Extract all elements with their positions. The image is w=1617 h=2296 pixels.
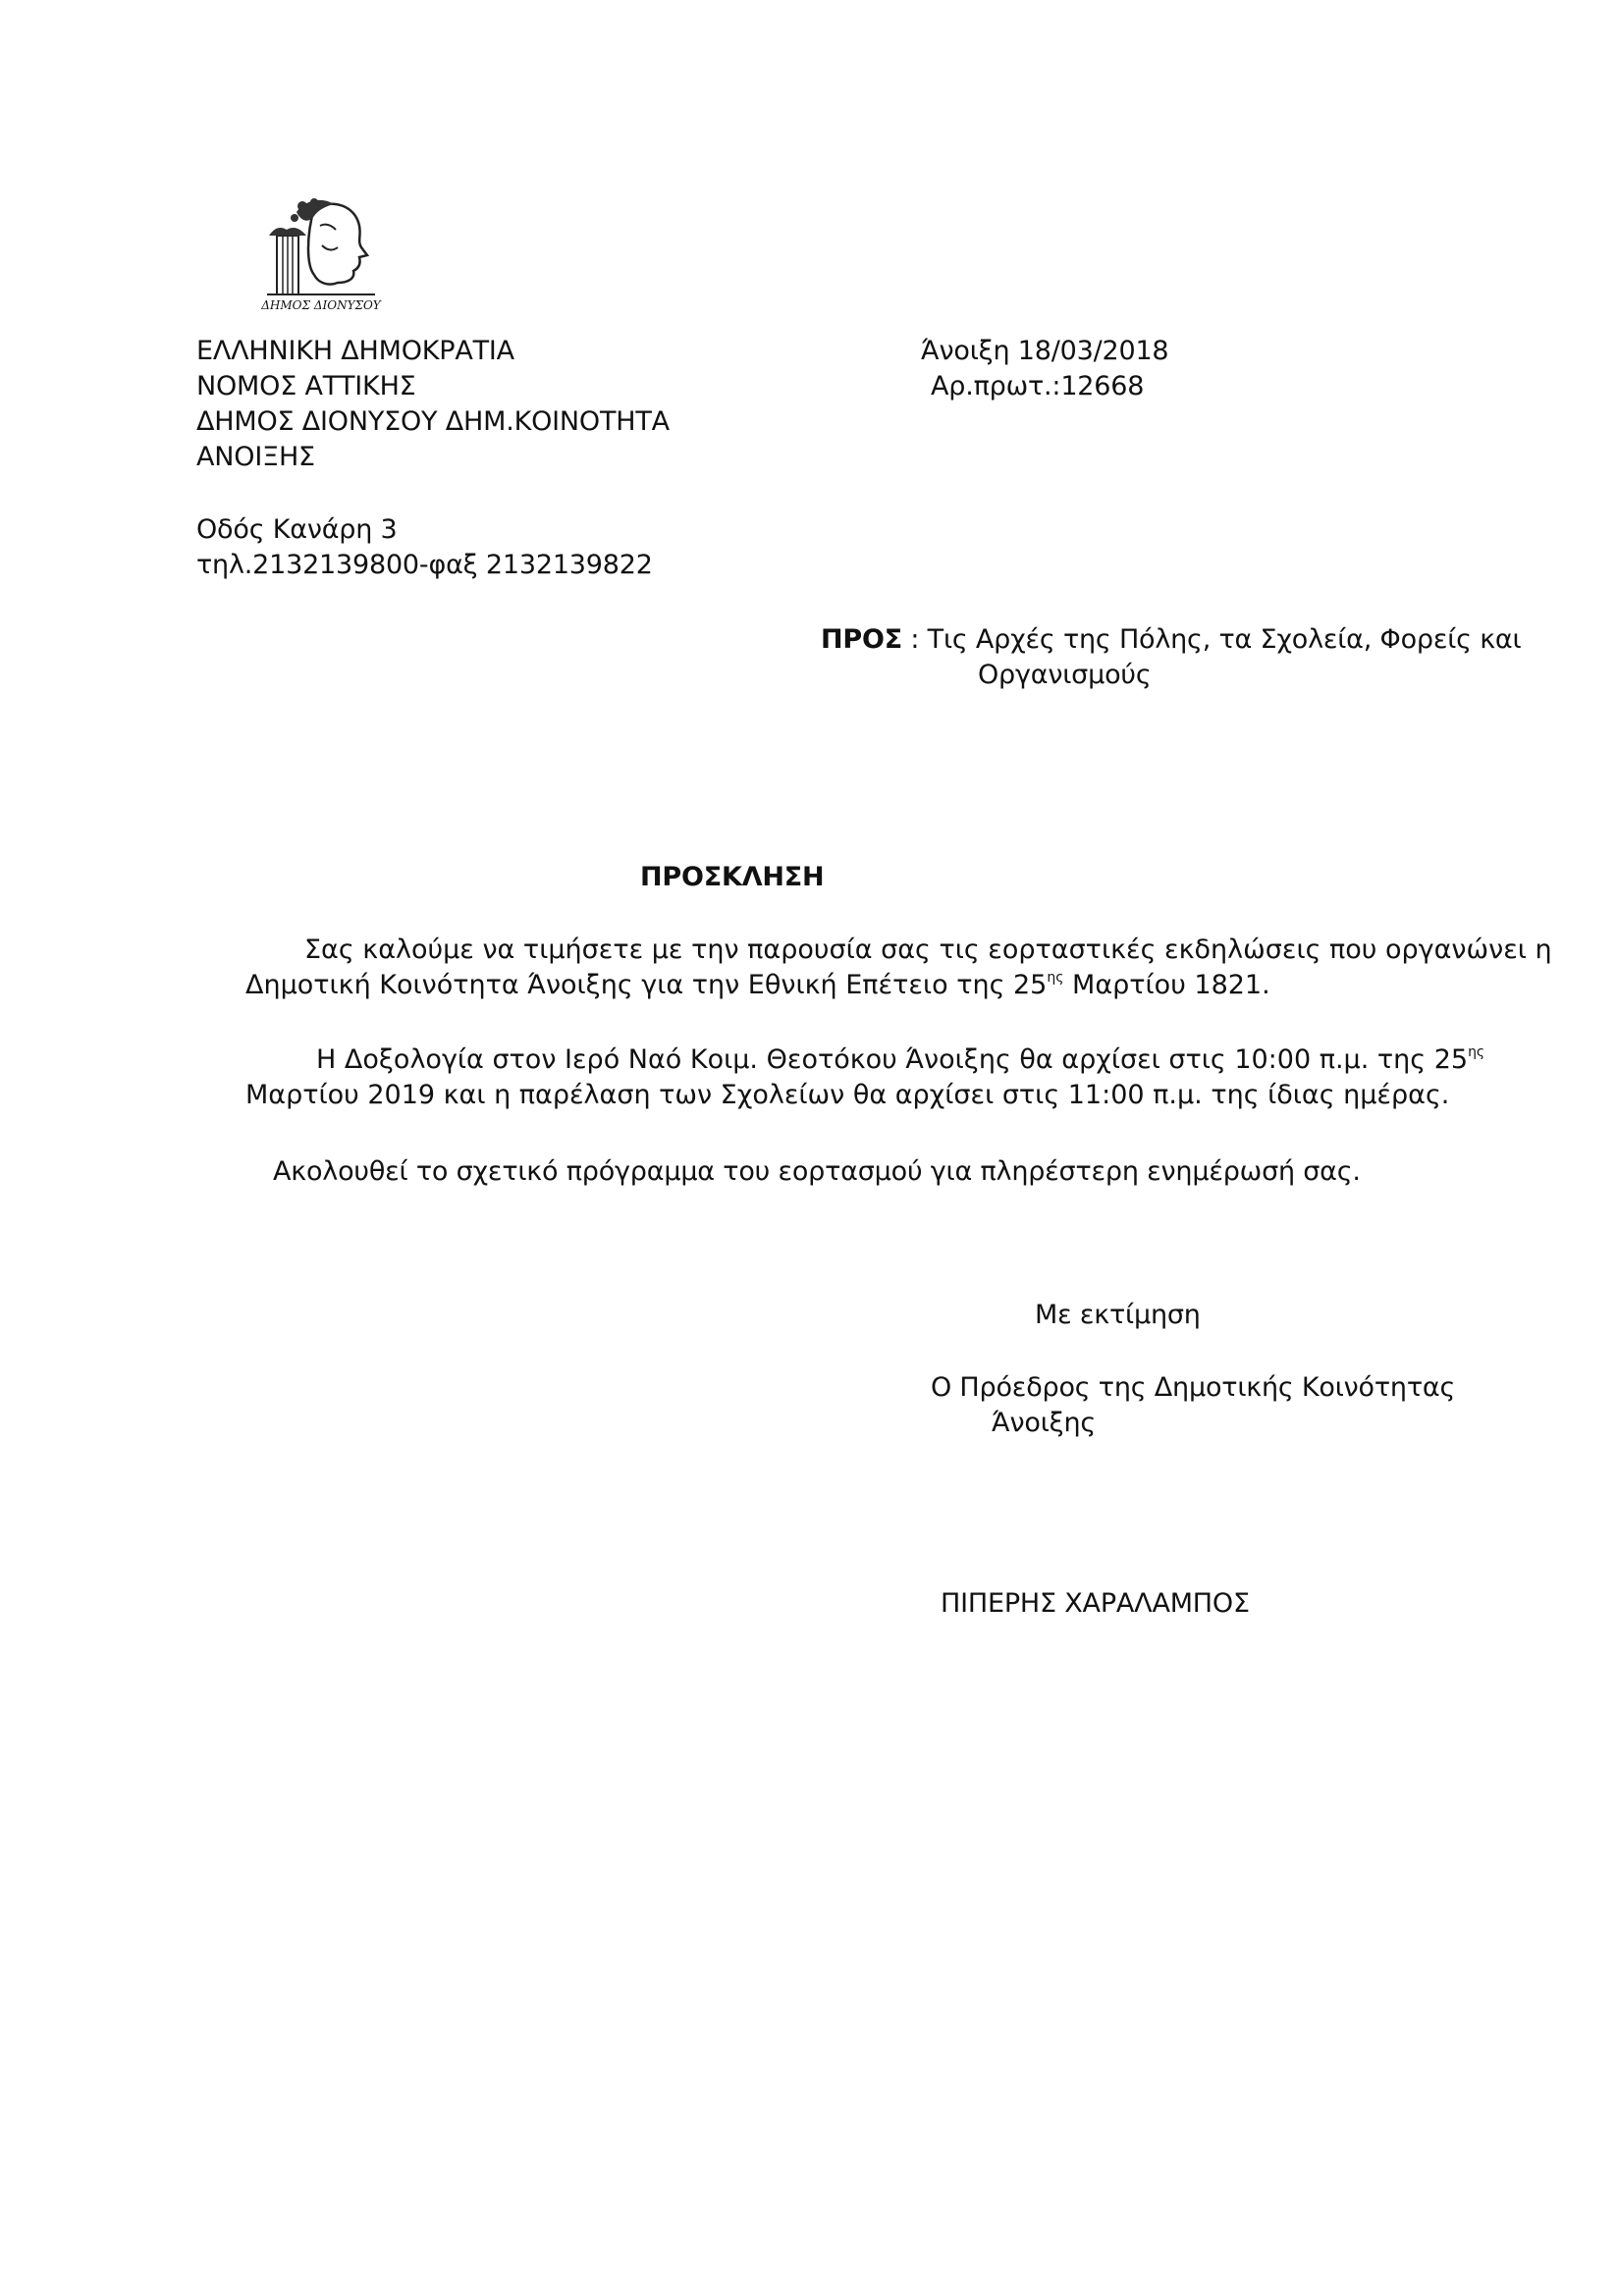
paragraph-1-text-a: Δημοτική Κοινότητα Άνοιξης για την Εθνική Επέτειο της 25 <box>245 970 1048 1000</box>
sender-phone: τηλ.2132139800-φαξ 2132139822 <box>196 550 653 580</box>
dionysus-head-logo-icon <box>257 196 385 298</box>
body-paragraph-3: Ακολουθεί το σχετικό πρόγραμμα του εορτασμού για πληρέστερη ενημέρωσή σας. <box>273 1156 1361 1187</box>
recipient-separator: : <box>901 624 928 655</box>
logo-caption: ΔΗΜΟΣ ΔΙΟΝΥΣΟΥ <box>261 298 381 312</box>
signatory-name: ΠΙΠΕΡΗΣ ΧΑΡΑΛΑΜΠΟΣ <box>941 1588 1250 1619</box>
paragraph-2-line-1 <box>245 1042 1551 1078</box>
sender-line-3: ΔΗΜΟΣ ΔΙΟΝΥΣΟΥ ΔΗΜ.ΚΟΙΝΟΤΗΤΑ <box>196 406 670 437</box>
sender-line-2: ΝΟΜΟΣ ΑΤΤΙΚΗΣ <box>196 371 416 401</box>
body-paragraph-2 <box>245 1042 1551 1113</box>
recipient-label: ΠΡΟΣ <box>821 624 902 655</box>
paragraph-2-text-a: Η Δοξολογία στον Ιερό Ναό Κοιμ. Θεοτόκου Άνοιξης θα αρχίσει στις 10:00 π.μ. της 25 <box>316 1044 1469 1075</box>
municipality-logo <box>257 196 385 316</box>
paragraph-1-line-2 <box>245 968 1551 1003</box>
sender-address: Οδός Κανάρη 3 <box>196 514 398 545</box>
recipient-line-2: Οργανισμούς <box>978 660 1152 690</box>
protocol-number: Αρ.πρωτ.:12668 <box>931 371 1145 401</box>
signatory-role-line-1: Ο Πρόεδρος της Δημοτικής Κοινότητας <box>931 1372 1456 1403</box>
signatory-role-line-2: Άνοιξης <box>992 1408 1097 1438</box>
ordinal-suffix: ης <box>1047 970 1064 986</box>
closing-regards: Με εκτίμηση <box>1035 1300 1201 1330</box>
sender-line-4: ΑΝΟΙΞΗΣ <box>196 442 315 472</box>
paragraph-1-line-1: Σας καλούμε να τιμήσετε με την παρουσία σας τις εορταστικές εκδηλώσεις που οργανώνει η <box>304 934 1552 965</box>
sender-line-1: ΕΛΛΗΝΙΚΗ ΔΗΜΟΚΡΑΤΙΑ <box>196 336 514 366</box>
body-paragraph-1 <box>245 933 1551 1003</box>
paragraph-2-line-2: Μαρτίου 2019 και η παρέλαση των Σχολείων θα αρχίσει στις 11:00 π.μ. της ίδιας ημέρας. <box>245 1080 1450 1110</box>
document-date: Άνοιξη 18/03/2018 <box>921 336 1169 366</box>
paragraph-1-text-b: Μαρτίου 1821. <box>1072 970 1270 1000</box>
recipient-text: Τις Αρχές της Πόλης, τα Σχολεία, Φορείς και <box>927 624 1522 655</box>
recipient-line-1 <box>821 622 1521 658</box>
page-title: ΠΡΟΣΚΛΗΣΗ <box>640 862 825 892</box>
ordinal-suffix: ης <box>1468 1044 1485 1060</box>
